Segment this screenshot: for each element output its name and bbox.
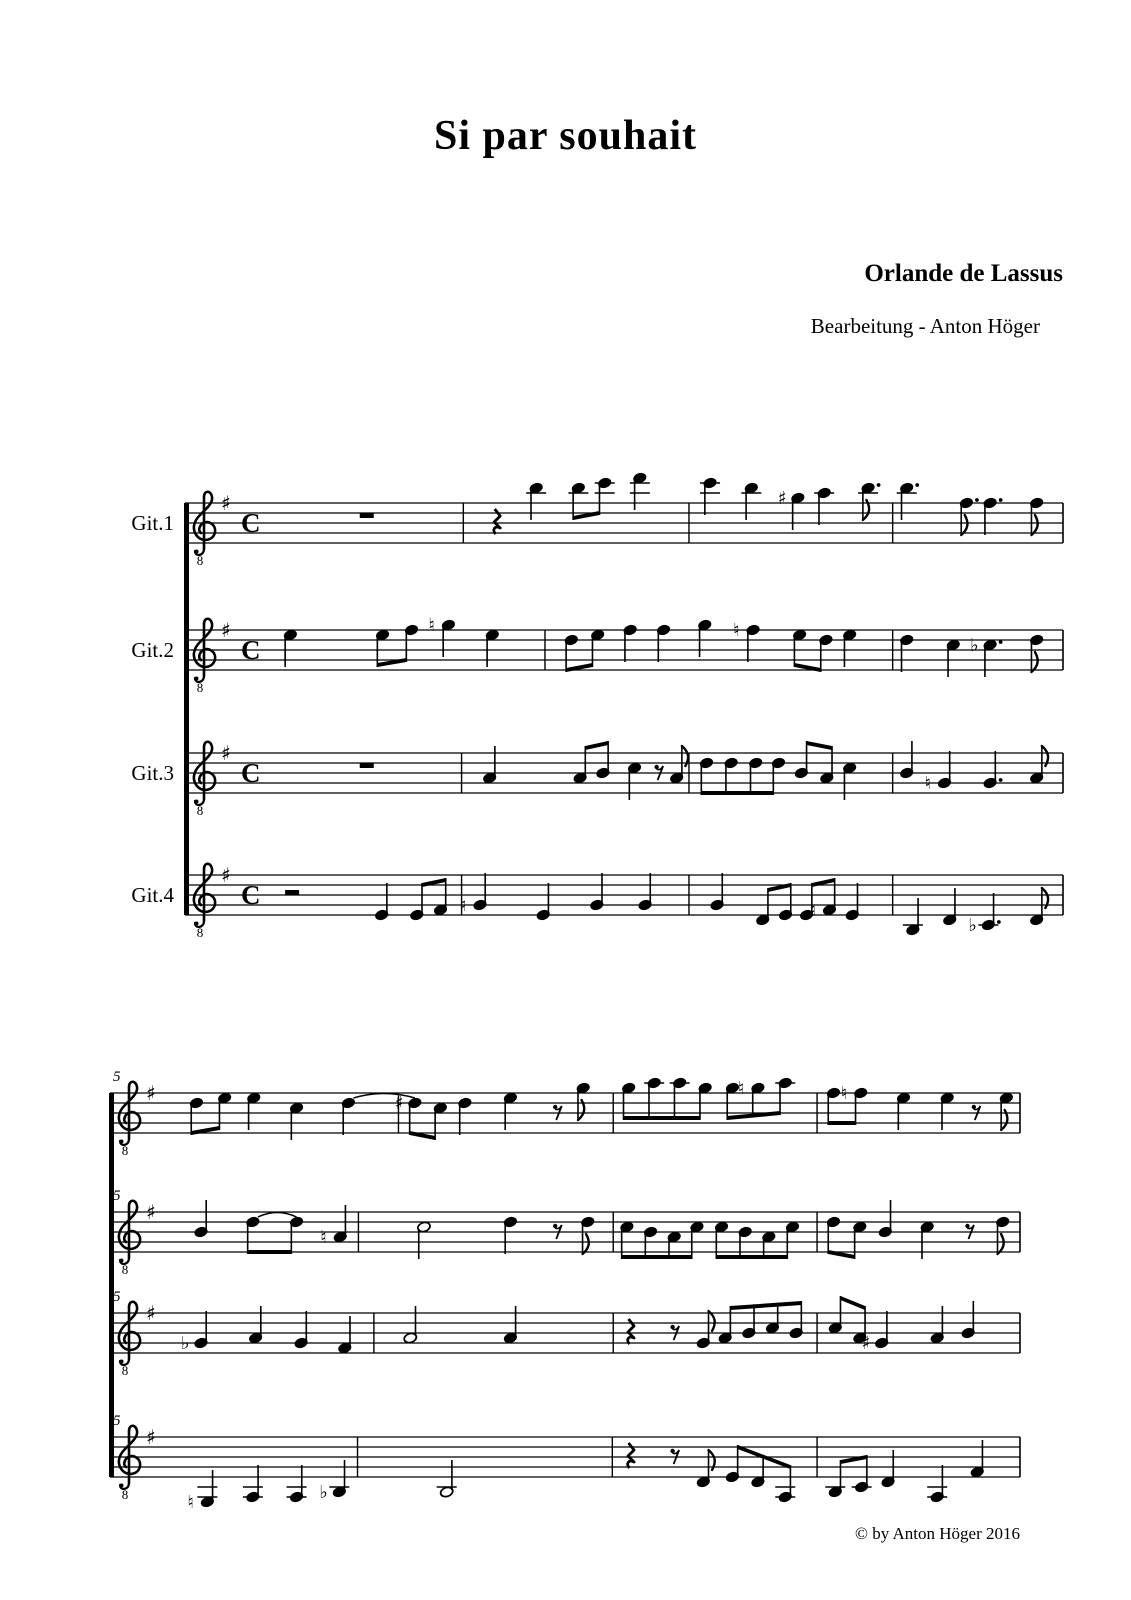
treble-clef: [119, 1426, 140, 1483]
flag: [1031, 652, 1037, 672]
whole-rest: [360, 513, 374, 518]
beam: [566, 663, 592, 672]
flag: [709, 1311, 715, 1331]
flag: [583, 1234, 589, 1254]
clef-octave-8: 8: [196, 680, 204, 695]
key-signature-sharp: ♯: [221, 741, 231, 765]
accidental: ♯: [394, 1093, 404, 1114]
accidental: ♮: [733, 620, 740, 641]
accidental: ♮: [809, 900, 816, 921]
treble-clef: [119, 1302, 140, 1359]
accidental: ♭: [968, 915, 977, 936]
beam: [248, 1250, 292, 1254]
clef-octave-8: 8: [121, 1487, 129, 1502]
key-signature-sharp: ♯: [146, 1200, 156, 1224]
treble-clef: [194, 619, 215, 676]
eighth-rest: [965, 1224, 969, 1228]
staff-label: Git.2: [131, 638, 174, 662]
measure-number: 5: [113, 1188, 121, 1204]
treble-clef: [194, 742, 215, 799]
beam: [828, 1250, 854, 1259]
beam: [410, 1131, 435, 1140]
flag: [961, 515, 967, 535]
beam: [727, 1111, 780, 1120]
key-signature-sharp: ♯: [221, 863, 231, 887]
beam: [812, 878, 835, 887]
accidental: ♮: [737, 1078, 745, 1099]
beam: [730, 1301, 801, 1310]
time-signature: C: [241, 758, 261, 788]
clef-octave-8: 8: [121, 1143, 129, 1158]
beam: [768, 883, 791, 892]
beam: [828, 1121, 855, 1125]
augmentation-dot: [877, 483, 881, 487]
clef-octave-8: 8: [121, 1363, 129, 1378]
key-signature-sharp: ♯: [221, 618, 231, 642]
flag: [998, 1234, 1004, 1254]
beam: [716, 1255, 787, 1259]
accidental: ♮: [428, 615, 435, 636]
eighth-rest: [670, 1449, 674, 1453]
beam: [622, 1255, 692, 1259]
treble-clef: [119, 1201, 140, 1258]
beam: [377, 658, 406, 667]
augmentation-dot: [997, 920, 1001, 924]
key-signature-sharp: ♯: [146, 1301, 156, 1325]
eighth-rest: [654, 765, 658, 769]
augmentation-dot: [999, 778, 1003, 782]
accidental: ♮: [320, 1227, 327, 1248]
staff-label: Git.3: [131, 761, 174, 785]
measure-number: 5: [113, 1069, 121, 1085]
accidental: ♯: [777, 488, 787, 509]
whole-rest: [360, 763, 374, 768]
augmentation-dot: [975, 498, 979, 502]
beam: [422, 878, 446, 887]
augmentation-dot: [999, 498, 1003, 502]
copyright-notice: © by Anton Höger 2016: [855, 1524, 1020, 1543]
key-signature-sharp: ♯: [221, 491, 231, 515]
accidental: ♮: [187, 1492, 194, 1513]
beam: [840, 1296, 865, 1310]
system-barline: [184, 503, 189, 915]
accidental: ♭: [181, 1333, 190, 1354]
beam: [840, 1455, 866, 1464]
arranger-credit: Bearbeitung - Anton Höger: [810, 314, 1040, 338]
beam: [794, 663, 820, 672]
staff-label: Git.4: [131, 883, 174, 907]
treble-clef: [194, 492, 215, 549]
beam: [585, 741, 608, 750]
accidental: ♮: [840, 1083, 848, 1104]
eighth-rest: [972, 1105, 976, 1109]
beam: [191, 1126, 219, 1135]
beam: [573, 511, 599, 520]
time-signature: C: [241, 508, 261, 538]
tie: [258, 1213, 297, 1218]
measure-number: 5: [113, 1413, 121, 1429]
augmentation-dot: [999, 640, 1003, 644]
accidental: ♭: [319, 1482, 328, 1503]
accidental: ♮: [924, 773, 931, 794]
accidental: ♭: [970, 635, 979, 656]
time-signature: C: [241, 880, 261, 910]
flag: [1031, 515, 1037, 535]
eighth-rest: [553, 1224, 557, 1228]
measure-number: 5: [113, 1289, 121, 1305]
beam: [807, 741, 832, 750]
clef-octave-8: 8: [121, 1262, 129, 1277]
key-signature-sharp: ♯: [146, 1081, 156, 1105]
eighth-rest: [670, 1325, 674, 1329]
accidental: ♮: [460, 895, 467, 916]
composer-name: Orlande de Lassus: [864, 260, 1063, 287]
tie: [353, 1094, 414, 1099]
clef-octave-8: 8: [196, 925, 204, 940]
half-rest: [285, 890, 299, 895]
beam: [624, 1116, 700, 1120]
beam: [701, 791, 773, 795]
treble-clef: [119, 1082, 140, 1139]
staff-label: Git.1: [131, 511, 174, 535]
page-title: Si par souhait: [434, 113, 697, 159]
augmentation-dot: [915, 483, 919, 487]
key-signature-sharp: ♯: [146, 1425, 156, 1449]
clef-octave-8: 8: [196, 803, 204, 818]
clef-octave-8: 8: [196, 553, 204, 568]
eighth-rest: [553, 1105, 557, 1109]
treble-clef: [194, 864, 215, 921]
accidental: ♯: [861, 1333, 871, 1354]
time-signature: C: [241, 635, 261, 665]
